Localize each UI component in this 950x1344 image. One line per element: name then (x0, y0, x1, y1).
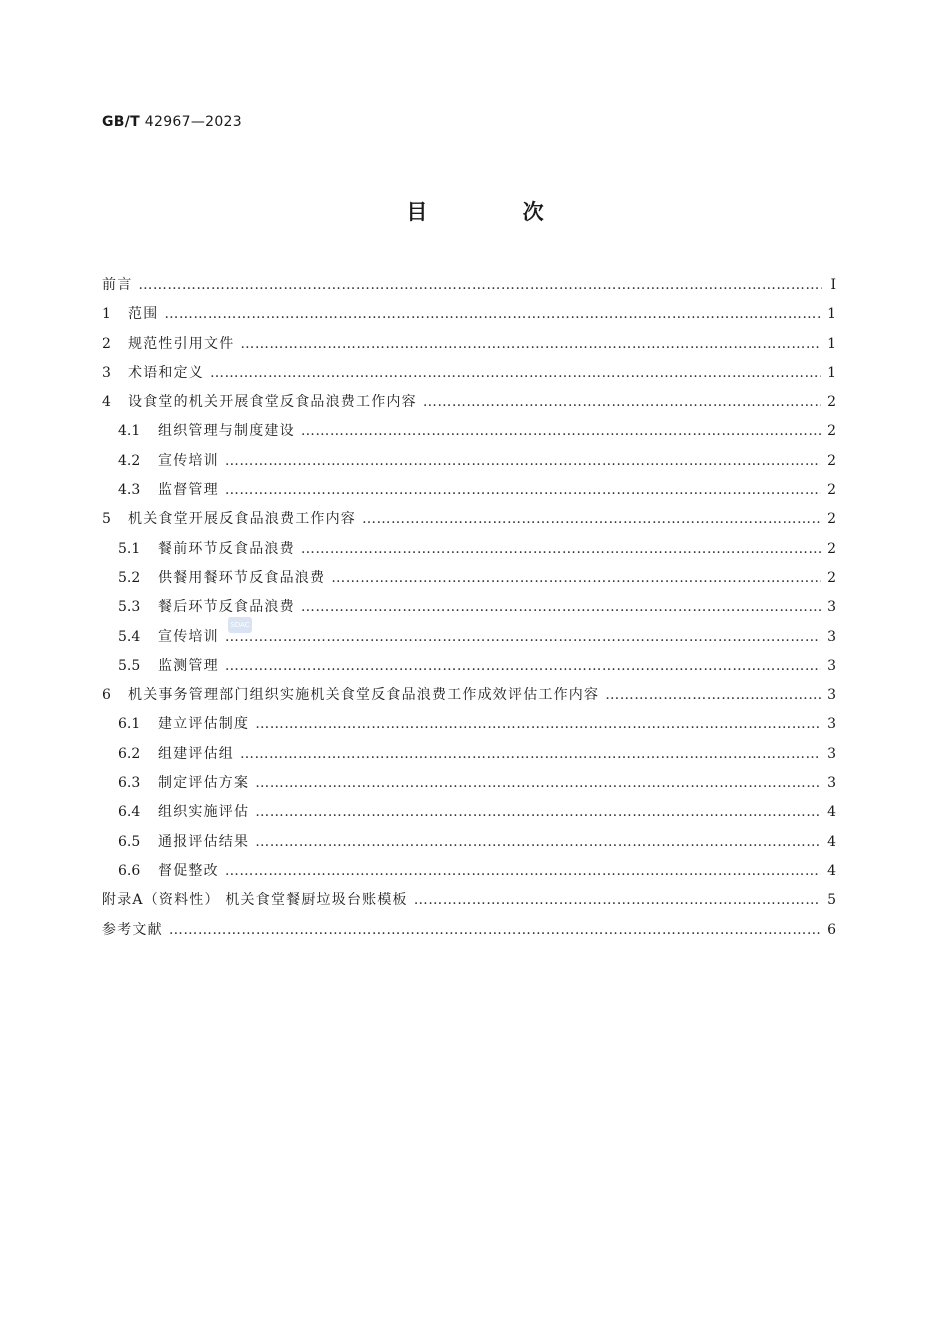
toc-entry-title: 餐后环节反食品浪费 (158, 599, 295, 616)
toc-leader-dots (210, 359, 821, 388)
toc-leader-dots (362, 505, 821, 534)
toc-entry-page: 1 (827, 364, 836, 381)
toc-entry-number: 6 (102, 687, 111, 704)
toc-entry-number: 5.2 (118, 569, 141, 586)
toc-entry[interactable] (102, 769, 836, 798)
toc-entry[interactable] (102, 359, 836, 388)
toc-leader-dots (255, 710, 821, 739)
toc-entry[interactable] (102, 447, 836, 476)
toc-entry-page: 3 (827, 657, 836, 674)
toc-entry[interactable] (102, 388, 836, 417)
toc-entry[interactable] (102, 271, 836, 300)
toc-entry[interactable] (102, 828, 836, 857)
toc-entry-page: 4 (827, 833, 836, 850)
toc-entry-number: 5.1 (118, 540, 141, 557)
toc-leader-dots (423, 388, 821, 417)
toc-entry-number: 6.2 (118, 745, 141, 762)
toc-entry-number: 6.1 (118, 716, 141, 733)
toc-title: 目 次 (406, 200, 588, 224)
toc-entry-number: 2 (102, 335, 111, 352)
toc-entry[interactable] (102, 300, 836, 329)
toc-entry-number: 6.6 (118, 862, 141, 879)
toc-entry-number: 5.3 (118, 599, 141, 616)
toc-entry-title: 督促整改 (158, 862, 219, 879)
toc-entry[interactable] (102, 476, 836, 505)
toc-entry-page: 2 (827, 394, 836, 411)
toc-entry-page: 3 (827, 687, 836, 704)
toc-entry-title: 附录A（资料性） 机关食堂餐厨垃圾台账模板 (102, 892, 408, 909)
table-of-contents (102, 271, 836, 945)
toc-entry-number: 4.2 (118, 452, 141, 469)
toc-entry-title: 供餐用餐环节反食品浪费 (158, 569, 326, 586)
toc-entry-number: 6.3 (118, 775, 141, 792)
toc-entry-page: 2 (827, 511, 836, 528)
toc-entry-page: 2 (827, 482, 836, 499)
toc-leader-dots (138, 271, 822, 300)
watermark-logo: SDAC (228, 617, 252, 633)
toc-entry-page: 2 (827, 569, 836, 586)
toc-entry-title: 通报评估结果 (158, 833, 250, 850)
toc-entry[interactable] (102, 652, 836, 681)
standard-number: 42967—2023 (144, 114, 242, 130)
toc-leader-dots (240, 740, 821, 769)
toc-leader-dots (164, 300, 821, 329)
toc-leader-dots (225, 857, 821, 886)
toc-entry[interactable] (102, 681, 836, 710)
toc-entry-page: 5 (827, 892, 836, 909)
toc-entry-page: 2 (827, 423, 836, 440)
toc-entry-title: 组建评估组 (158, 745, 234, 762)
toc-entry[interactable] (102, 916, 836, 945)
toc-entry[interactable] (102, 330, 836, 359)
toc-leader-dots (225, 652, 821, 681)
toc-entry-page: 3 (827, 716, 836, 733)
toc-leader-dots (255, 769, 821, 798)
toc-entry-page: 3 (827, 599, 836, 616)
toc-leader-dots (169, 916, 821, 945)
toc-entry[interactable] (102, 417, 836, 446)
toc-entry-title: 参考文献 (102, 921, 163, 938)
toc-entry-number: 5 (102, 511, 111, 528)
toc-entry-number: 5.4 (118, 628, 141, 645)
toc-entry-title: 制定评估方案 (158, 775, 250, 792)
toc-entry[interactable] (102, 623, 836, 652)
toc-entry[interactable] (102, 710, 836, 739)
toc-entry-number: 4 (102, 394, 111, 411)
toc-entry-title: 术语和定义 (128, 364, 204, 381)
toc-leader-dots (225, 623, 821, 652)
toc-entry[interactable] (102, 857, 836, 886)
toc-leader-dots (301, 535, 821, 564)
toc-entry-title: 组织实施评估 (158, 804, 250, 821)
toc-entry-number: 6.4 (118, 804, 141, 821)
toc-entry-page: 2 (827, 452, 836, 469)
toc-entry-title: 范围 (128, 306, 159, 323)
toc-entry[interactable] (102, 593, 836, 622)
toc-entry-page: 6 (827, 921, 836, 938)
toc-entry-title: 机关事务管理部门组织实施机关食堂反食品浪费工作成效评估工作内容 (128, 687, 600, 704)
toc-entry-page: 1 (827, 335, 836, 352)
toc-leader-dots (605, 681, 821, 710)
toc-entry-title: 规范性引用文件 (128, 335, 235, 352)
toc-entry-title: 设食堂的机关开展食堂反食品浪费工作内容 (128, 394, 417, 411)
toc-entry-title: 餐前环节反食品浪费 (158, 540, 295, 557)
toc-entry-number: 6.5 (118, 833, 141, 850)
toc-entry-page: 1 (827, 306, 836, 323)
toc-entry-title: 宣传培训 (158, 452, 219, 469)
toc-entry-page: 3 (827, 628, 836, 645)
toc-leader-dots (331, 564, 821, 593)
toc-entry-title: 建立评估制度 (158, 716, 250, 733)
toc-entry[interactable] (102, 798, 836, 827)
toc-leader-dots (414, 886, 821, 915)
toc-entry-title: 组织管理与制度建设 (158, 423, 295, 440)
toc-entry-page: 3 (827, 745, 836, 762)
toc-entry[interactable] (102, 535, 836, 564)
toc-leader-dots (225, 476, 821, 505)
toc-leader-dots (225, 447, 821, 476)
toc-entry-page: 2 (827, 540, 836, 557)
toc-entry-number: 5.5 (118, 657, 141, 674)
toc-entry-title: 前言 (102, 277, 133, 293)
toc-leader-dots (255, 828, 821, 857)
toc-entry-page: 4 (827, 862, 836, 879)
toc-entry[interactable] (102, 740, 836, 769)
toc-entry-title: 监督管理 (158, 482, 219, 499)
toc-leader-dots (301, 593, 821, 622)
toc-entry-title: 监测管理 (158, 657, 219, 674)
toc-entry-number: 4.1 (118, 423, 141, 440)
toc-entry-number: 4.3 (118, 482, 141, 499)
standard-code (102, 114, 242, 130)
toc-entry-title: 宣传培训 (158, 628, 219, 645)
toc-leader-dots (240, 330, 821, 359)
toc-entry-page: 4 (827, 804, 836, 821)
toc-entry-page: 3 (827, 775, 836, 792)
toc-entry[interactable] (102, 564, 836, 593)
toc-entry-page: Ⅰ (830, 277, 836, 293)
toc-leader-dots (301, 417, 821, 446)
toc-entry-title: 机关食堂开展反食品浪费工作内容 (128, 511, 356, 528)
toc-entry[interactable] (102, 505, 836, 534)
toc-leader-dots (255, 798, 821, 827)
standard-prefix: GB/T (102, 114, 141, 130)
toc-entry-number: 1 (102, 306, 111, 323)
toc-entry[interactable] (102, 886, 836, 915)
toc-entry-number: 3 (102, 364, 111, 381)
